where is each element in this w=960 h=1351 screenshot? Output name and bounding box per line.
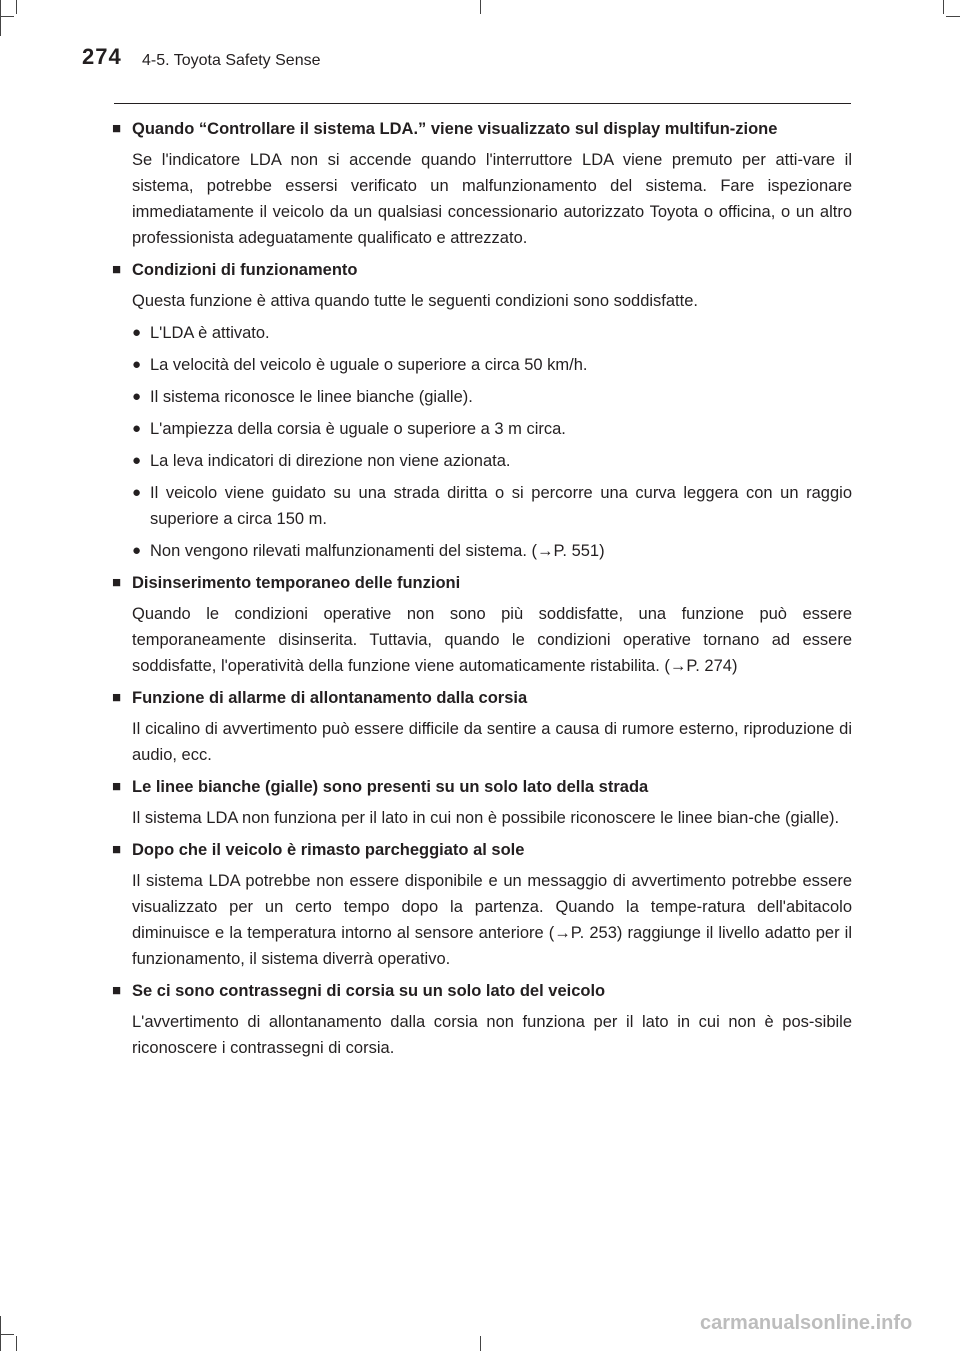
square-bullet-icon: ■	[112, 574, 122, 591]
paragraph: L'avvertimento di allontanamento dalla corsia non funziona per il lato in cui non è pos-sibile riconoscere i contrassegni di corsia.	[132, 1013, 852, 1057]
section-one-side-markings	[112, 978, 852, 1061]
paragraph: Il cicalino di avvertimento può essere difficile da sentire a causa di rumore esterno, riproduzione di audio, ecc.	[132, 720, 852, 764]
square-bullet-icon: ■	[112, 261, 122, 278]
section-operating-conditions	[112, 257, 852, 564]
section-heading	[112, 570, 852, 596]
section-parked-in-sun	[112, 837, 852, 972]
circle-bullet-icon: ●	[132, 420, 142, 437]
page-content	[112, 116, 852, 1067]
list-item	[132, 416, 852, 442]
paragraph: Quando le condizioni operative non sono più soddisfatte, una funzione può essere temporaneamente disinserita. Tuttavia, quando le condizioni operative tornano ad essere soddisfatte, l'operatività della funzione viene automaticamente ristabilita. (→P. 274)	[132, 605, 852, 675]
circle-bullet-icon: ●	[132, 484, 142, 501]
section-heading	[112, 837, 852, 863]
list-item-text: L'ampiezza della corsia è uguale o superiore a 3 m circa.	[150, 420, 566, 438]
circle-bullet-icon: ●	[132, 452, 142, 469]
heading-text: Dopo che il veicolo è rimasto parcheggiato al sole	[132, 841, 525, 859]
crop-mark	[0, 16, 14, 17]
paragraph: Il sistema LDA potrebbe non essere disponibile e un messaggio di avvertimento potrebbe essere visualizzato per un certo tempo dopo la partenza. Quando la tempe-ratura dell'abitacolo diminuisce e la temperatura intorno al sensore anteriore (→P. 253) raggiunge il livello adatto per il funzionamento, il sistema diverrà operativo.	[132, 872, 852, 968]
circle-bullet-icon: ●	[132, 542, 142, 559]
list-item-text: Il sistema riconosce le linee bianche (gialle).	[150, 388, 473, 406]
section-heading	[112, 774, 852, 800]
crop-mark	[480, 0, 481, 14]
crop-mark	[943, 0, 944, 14]
section-heading	[112, 257, 852, 283]
heading-text: Funzione di allarme di allontanamento dalla corsia	[132, 689, 528, 707]
list-item-text: Non vengono rilevati malfunzionamenti del sistema. (→P. 551)	[150, 542, 605, 560]
square-bullet-icon: ■	[112, 778, 122, 795]
circle-bullet-icon: ●	[132, 356, 142, 373]
section-heading	[112, 978, 852, 1004]
section-temporary-disable	[112, 570, 852, 679]
paragraph: Se l'indicatore LDA non si accende quando l'interruttore LDA viene premuto per atti-vare il sistema, potrebbe essersi verificato un malfunzionamento del sistema. Fare ispezionare immediatamente il veicolo da un qualsiasi concessionario autorizzato Toyota o officina, o un altro professionista adeguatamente qualificato e attrezzato.	[132, 151, 852, 247]
heading-text: Le linee bianche (gialle) sono presenti su un solo lato della strada	[132, 778, 649, 796]
section-departure-alert	[112, 685, 852, 768]
square-bullet-icon: ■	[112, 689, 122, 706]
square-bullet-icon: ■	[112, 982, 122, 999]
watermark-url: carmanualsonline.info	[700, 1312, 913, 1334]
section-lda-warning	[112, 116, 852, 251]
list-item-text: La velocità del veicolo è uguale o superiore a circa 50 km/h.	[150, 356, 588, 374]
crop-mark	[16, 1336, 17, 1351]
list-item-text: La leva indicatori di direzione non viene azionata.	[150, 452, 511, 470]
list-item	[132, 320, 852, 346]
heading-text: Se ci sono contrassegni di corsia su un solo lato del veicolo	[132, 982, 606, 1000]
crop-mark	[16, 0, 17, 14]
crop-mark	[946, 16, 960, 17]
section-heading	[112, 685, 852, 711]
crop-mark	[0, 0, 1, 36]
square-bullet-icon: ■	[112, 841, 122, 858]
list-item	[132, 480, 852, 532]
list-item	[132, 384, 852, 410]
heading-text: Disinserimento temporaneo delle funzioni	[132, 574, 461, 592]
heading-text: Quando “Controllare il sistema LDA.” viene visualizzato sul display multifun-zione	[132, 120, 778, 138]
paragraph: Il sistema LDA non funziona per il lato in cui non è possibile riconoscere le linee bian-che (gialle).	[132, 809, 840, 827]
crop-mark	[0, 1334, 14, 1335]
section-heading	[112, 116, 852, 142]
circle-bullet-icon: ●	[132, 324, 142, 341]
list-item	[132, 448, 852, 474]
page-number: 274	[82, 44, 122, 69]
list-item-text: Il veicolo viene guidato su una strada diritta o si percorre una curva leggera con un raggio superiore a circa 150 m.	[150, 484, 852, 528]
list-item	[132, 538, 852, 564]
section-one-side-lines	[112, 774, 852, 831]
square-bullet-icon: ■	[112, 120, 122, 137]
section-title: 4-5. Toyota Safety Sense	[142, 52, 321, 69]
list-item	[132, 352, 852, 378]
paragraph: Questa funzione è attiva quando tutte le seguenti condizioni sono soddisfatte.	[132, 292, 698, 310]
header-divider	[114, 103, 851, 104]
circle-bullet-icon: ●	[132, 388, 142, 405]
list-item-text: L'LDA è attivato.	[150, 324, 270, 342]
crop-mark	[480, 1336, 481, 1351]
heading-text: Condizioni di funzionamento	[132, 261, 358, 279]
